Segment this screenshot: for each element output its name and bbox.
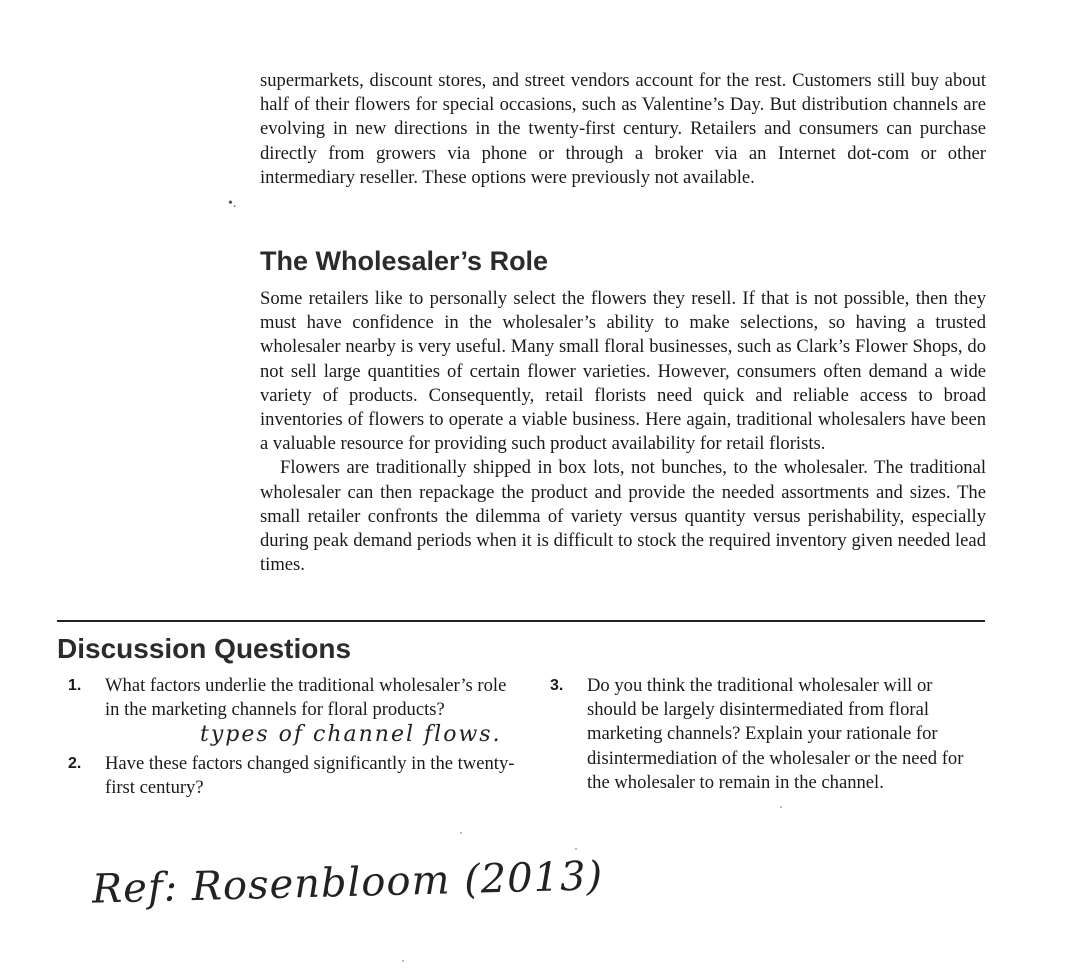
section-paragraph-1: Some retailers like to personally select the flowers they resell. If that is not possible, then they must have confidence in the wholesaler’s ability to make selections, so having a trusted wholesaler nearby is very useful. Many small floral businesses, such as Clark’s Flower Shops, do not sell large quantities of certain flower varieties. However, consumers often demand a wide variety of products. Consequently, retail florists need quick and reliable access to broad inventories of flowers to operate a viable business. Here again, traditional wholesalers have been a valuable resource for providing such product availability for retail florists. bbox=[260, 288, 986, 455]
question-text: Do you think the traditional wholesaler will or should be largely disintermediated from floral marketing channels? Explain your rationale for disintermediation of the wholesaler or the need for the wholesaler to remain in the channel. bbox=[587, 675, 964, 793]
question-text: Have these factors changed significantly in the twenty-first century? bbox=[105, 753, 515, 799]
handwritten-note: types of channel flows. bbox=[200, 722, 502, 747]
section-heading: The Wholesaler’s Role bbox=[260, 246, 549, 276]
scan-speck bbox=[402, 960, 404, 962]
scan-speck bbox=[780, 806, 782, 808]
question-number: 1. bbox=[68, 677, 82, 694]
question-text: What factors underlie the traditional wholesaler’s role in the marketing channels for floral products? bbox=[105, 675, 507, 721]
question-3 bbox=[550, 674, 970, 795]
intro-paragraph-block bbox=[260, 69, 986, 190]
question-1 bbox=[68, 674, 518, 722]
discussion-heading: Discussion Questions bbox=[57, 633, 352, 664]
handwritten-reference: Ref: Rosenbloom (2013) bbox=[91, 853, 604, 913]
question-number: 2. bbox=[68, 755, 82, 772]
section-paragraph-2: Flowers are traditionally shipped in box lots, not bunches, to the wholesaler. The traditional wholesaler can then repackage the product and provide the needed assortments and sizes. The small retailer confronts the dilemma of variety versus quantity versus perishability, especially during peak demand periods when it is difficult to stock the required inventory given needed lead times. bbox=[260, 457, 986, 576]
scan-speck bbox=[460, 832, 462, 834]
intro-paragraph: supermarkets, discount stores, and street vendors account for the rest. Customers still buy about half of their flowers for special occasions, such as Valentine’s Day. But distribution channels are evolving in new directions in the twenty-first century. Retailers and consumers can purchase directly from growers via phone or through a broker via an Internet dot-com or other intermediary reseller. These options were previously not available. bbox=[260, 70, 986, 188]
section-body bbox=[260, 287, 986, 577]
stray-mark: •. bbox=[228, 196, 237, 211]
scan-speck bbox=[575, 848, 577, 850]
question-2 bbox=[68, 752, 518, 800]
section-divider bbox=[57, 620, 985, 622]
question-number: 3. bbox=[550, 677, 564, 694]
